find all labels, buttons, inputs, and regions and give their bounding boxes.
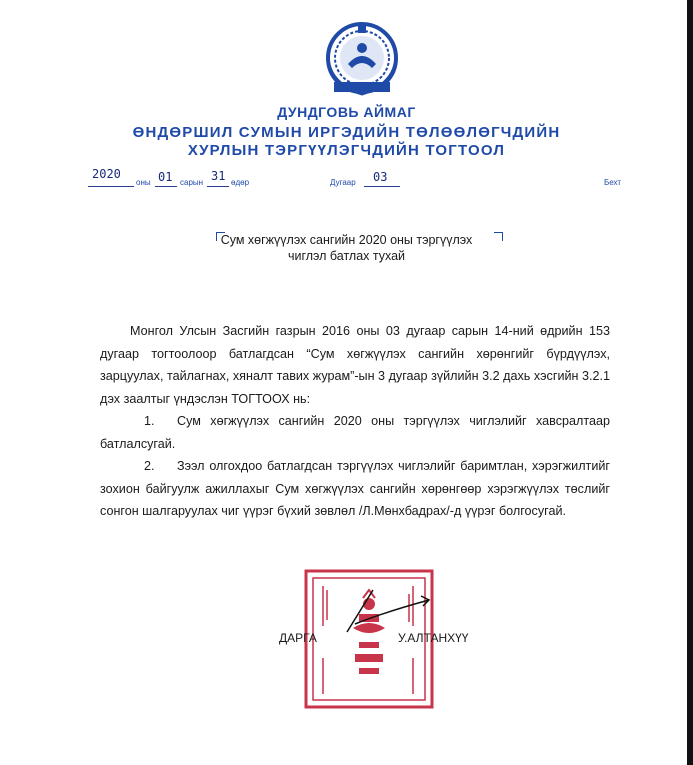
month-value: 01 [158,170,173,184]
number-label: Дугаар [330,178,356,187]
item-number: 2. [144,459,155,473]
signatory-title: ДАРГА [279,631,317,645]
item-number: 1. [144,414,155,428]
council-name-line2: ХУРЛЫН ТЭРГҮҮЛЭГЧДИЙН ТОГТООЛ [187,142,506,159]
title-line2: чиглэл батлах тухай [287,249,406,263]
year-value: 2020 [92,167,121,181]
item-text: Сум хөгжүүлэх сангийн 2020 оны тэргүүлэх чиглэлийг хавсралтаар батлалсугай. [100,414,610,451]
intro-paragraph: Монгол Улсын Засгийн газрын 2016 оны 03 дугаар сарын 14-ний өдрийн 153 дугаар тогтоолоор батлагдсан “Сум хөгжүүлэх сангийн хөрөнгийг бүрдүүлэх, зарцуулах, тайлагнах, хяналт тавих журам”-ын 3 дугаар зүйлийн 3.2 дахь хэсгийн 3.2.1 дэх заалтыг үндэслэн ТОГТООХ нь: [100,324,610,406]
list-item [100,410,610,455]
signature-mark [325,582,435,638]
item-text: Зээл олгохдоо батлагдсан тэргүүлэх чиглэлийг баримтлан, хэрэгжилтийг зохион байгуулж ажиллахыг Сум хөгжүүлэх сангийн хөрөнгөөр хэрэгжүүлэх төслийг сонгон шалгаруулах чиг үүрэг бүхий зөвлөл /Л.Мөнхбадрах/-д үүрэг болгосугай. [100,459,610,518]
state-emblem-icon [322,18,402,102]
day-value: 31 [211,169,226,183]
signatory-name: У.АЛТАНХҮҮ [398,631,469,645]
aimag-name: ДУНДГОВЬ АЙМАГ [277,104,416,120]
day-suffix: өдөр [231,178,250,187]
year-suffix: оны [136,178,151,187]
council-name-line1: ӨНДӨРШИЛ СУМЫН ИРГЭДИЙН ТӨЛӨӨЛӨГЧДИЙН [132,124,561,141]
month-suffix: сарын [180,178,204,187]
list-item [100,455,610,523]
place-name: Бехт [604,178,622,187]
number-value: 03 [373,170,388,184]
scan-edge [687,0,693,765]
title-line1: Сум хөгжүүлэх сангийн 2020 оны тэргүүлэх [220,233,473,247]
